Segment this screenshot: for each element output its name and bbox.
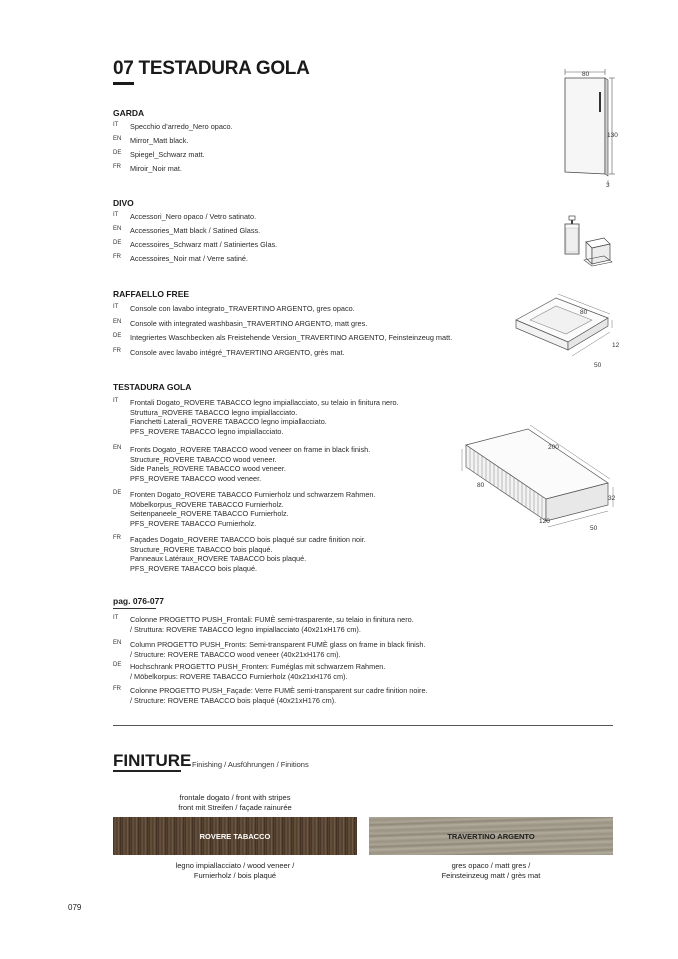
section-heading-divo: DIVO: [113, 198, 134, 208]
pag-row-de: DE Hochschrank PROGETTO PUSH_Fronten: Fuméglas mit schwarzem Rahmen. / Möbelkorpus: ROVERE TABACCO Furnierholz (40x21xH176 cm).: [113, 662, 386, 681]
swatch-top-caption: frontale dogato / front with stripes front mit Streifen / façade rainurée: [178, 793, 292, 812]
raffaello-row-en: EN Console with integrated washbasin_TRAVERTINO ARGENTO, matt gres.: [113, 319, 368, 328]
finiture-underline: [113, 770, 181, 772]
swatch-travertino-caption: gres opaco / matt gres / Feinsteinzeug matt / grès mat: [441, 861, 541, 880]
divo-row-en: EN Accessories_Matt black / Satined Glass.: [113, 226, 261, 235]
pag-row-en: EN Column PROGETTO PUSH_Fronts: Semi-transparent FUMÈ glass on frame in black finish. / Structure: ROVERE TABACCO wood veneer (40x21xH176 cm).: [113, 640, 426, 659]
swatch-travertino-label: TRAVERTINO ARGENTO: [447, 831, 535, 841]
divo-row-de: DE Accessoires_Schwarz matt / Satiniertes Glas.: [113, 240, 278, 249]
swatch-rovere-tabacco: [113, 817, 357, 855]
section-heading-testadura: TESTADURA GOLA: [113, 382, 192, 392]
page-ref-underline: [113, 608, 156, 609]
garda-row-de: DE Spiegel_Schwarz matt.: [113, 150, 205, 159]
raffaello-dim-width: 80: [580, 309, 588, 316]
garda-dim-depth: 3: [606, 182, 610, 189]
page-number: 079: [68, 903, 82, 912]
swatch-rovere-label: ROVERE TABACCO: [199, 831, 271, 841]
garda-row-it: IT Specchio d’arredo_Nero opaco.: [113, 122, 233, 131]
raffaello-dim-depth: 50: [594, 362, 602, 369]
garda-row-en: EN Mirror_Matt black.: [113, 136, 189, 145]
section-heading-raffaello: RAFFAELLO FREE: [113, 289, 190, 299]
divo-row-fr: FR Accessoires_Noir mat / Verre satiné.: [113, 254, 249, 263]
page-title: 07 TESTADURA GOLA: [113, 58, 310, 79]
raffaello-dim-height: 12: [612, 342, 620, 349]
mirror-drawing: [555, 64, 625, 192]
testadura-dim-height: 32: [608, 495, 616, 502]
swatch-travertino-argento: [369, 817, 613, 855]
console-drawing: [510, 290, 625, 376]
page-ref-heading: pag. 076-077: [113, 596, 165, 606]
garda-row-fr: FR Miroir_Noir mat.: [113, 164, 182, 173]
raffaello-row-de: DE Integriertes Waschbecken als Freistehende Version_TRAVERTINO ARGENTO, Feinsteinzeug matt.: [113, 333, 453, 342]
title-underline: [113, 82, 134, 85]
raffaello-row-fr: FR Console avec lavabo intégré_TRAVERTINO ARGENTO, grès mat.: [113, 348, 345, 357]
finiture-subtitle: Finishing / Ausführungen / Finitions: [192, 760, 309, 769]
testadura-dim-width: 200: [548, 444, 559, 451]
testadura-row-en: EN Fronts Dogato_ROVERE TABACCO wood veneer on frame in black finish. Structure_ROVERE TABACCO wood veneer. Side Panels_ROVERE TABACCO wood veneer. PFS_ROVERE TABACCO wood veneer.: [113, 445, 371, 483]
section-divider: [113, 725, 613, 726]
testadura-row-de: DE Fronten Dogato_ROVERE TABACCO Furnierholz und schwarzem Rahmen. Möbelkorpus_ROVERE TABACCO Furnierholz. Seitenpaneele_ROVERE TABACCO Furnierholz. PFS_ROVERE TABACCO Furnierholz.: [113, 490, 376, 528]
finiture-title: FINITURE: [113, 751, 192, 770]
testadura-row-fr: FR Façades Dogato_ROVERE TABACCO bois plaqué sur cadre finition noir. Structure_ROVERE TABACCO bois plaqué. Panneaux Latéraux_ROVERE TABACCO bois plaqué. PFS_ROVERE TABACCO bois plaqué.: [113, 535, 366, 573]
testadura-dim-width2: 120: [539, 518, 550, 525]
testadura-dim-depth2: 50: [590, 525, 598, 532]
raffaello-row-it: IT Console con lavabo integrato_TRAVERTINO ARGENTO, gres opaco.: [113, 304, 355, 313]
divo-row-it: IT Accessori_Nero opaco / Vetro satinato.: [113, 212, 257, 221]
swatch-rovere-caption: legno impiallacciato / wood veneer / Furnierholz / bois plaqué: [175, 861, 295, 880]
pag-row-fr: FR Colonne PROGETTO PUSH_Façade: Verre FUMÈ semi-transparent sur cadre finition noire. / Structure: ROVERE TABACCO bois plaqué (40x21xH176 cm).: [113, 686, 428, 705]
testadura-dim-depth: 80: [477, 482, 485, 489]
garda-dim-height: 130: [607, 132, 618, 139]
garda-dim-width: 80: [582, 71, 590, 78]
accessories-drawing: [558, 214, 618, 270]
testadura-row-it: IT Frontali Dogato_ROVERE TABACCO legno impiallacciato, su telaio in finitura nero. Struttura_ROVERE TABACCO legno impiallacciato. Fianchetti Laterali_ROVERE TABACCO legno impiallacciato. PFS_ROVERE TABACCO legno impiallacciato.: [113, 398, 399, 436]
pag-row-it: IT Colonne PROGETTO PUSH_Frontali: FUMÈ semi-trasparente, su telaio in finitura nero. / Struttura: ROVERE TABACCO legno impiallacciato (40x21xH176 cm).: [113, 615, 414, 634]
section-heading-garda: GARDA: [113, 108, 145, 118]
